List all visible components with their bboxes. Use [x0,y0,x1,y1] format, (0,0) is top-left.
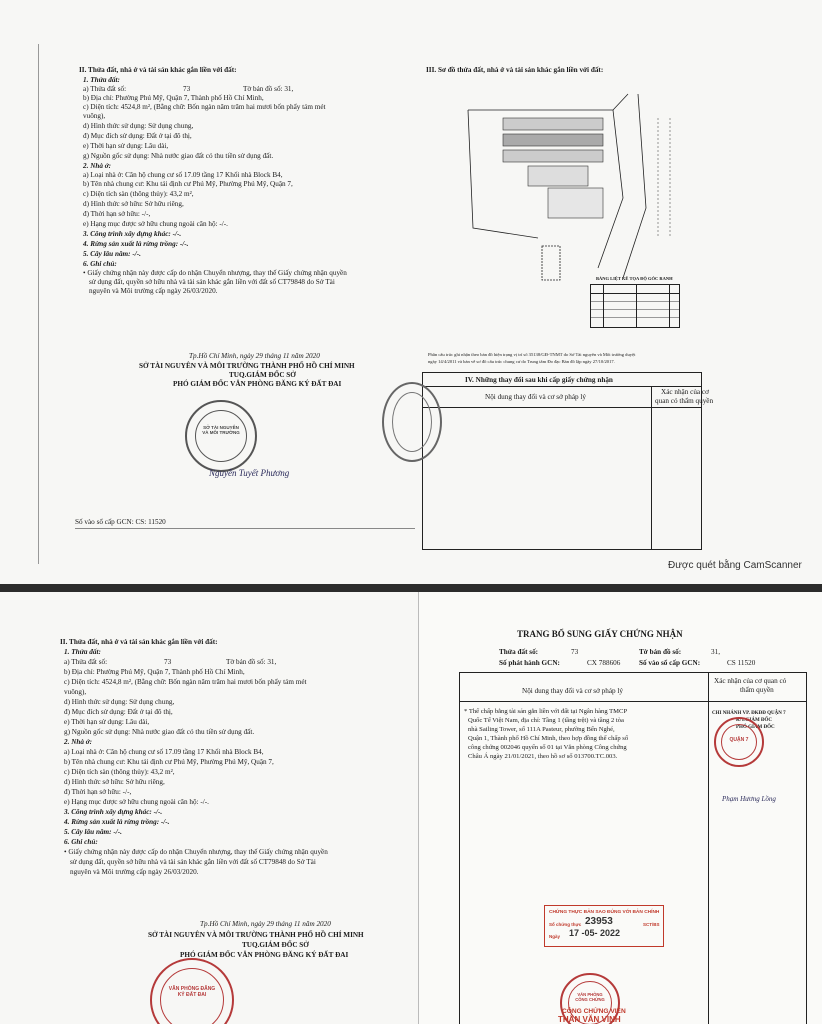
sign-date: Tp.Hồ Chí Minh, ngày 29 tháng 11 năm 2020 [200,920,331,928]
authority-line-3: PHÓ GIÁM ĐỐC VĂN PHÒNG ĐĂNG KÝ ĐẤT ĐAI [173,380,342,388]
branch-line-2: K/T.GIÁM ĐỐC [736,718,773,723]
land-line-d: d) Hình thức sử dụng: Sử dụng chung, [83,122,194,130]
house-line-e: e) Hạng mục được sở hữu chung ngoài căn hộ: -/-. [83,220,228,228]
land-line-a: a) Thửa đất số: [64,658,108,666]
perennial-trees: 5. Cây lâu năm: -/-. [83,250,141,258]
land-line-e: e) Thời hạn sử dụng: Lâu dài, [83,142,169,150]
authority-line-2: TUQ.GIÁM ĐỐC SỞ [242,941,309,949]
notes-heading: 6. Ghi chú: [83,260,117,268]
bottom-scan-page [0,592,822,1024]
cert-date-label: Ngày [549,934,561,939]
supplement-title: TRANG BỔ SUNG GIẤY CHỨNG NHẬN [517,629,683,639]
section2-title: II. Thửa đất, nhà ở và tài sản khác gắn liền với đất: [60,638,218,646]
cert-stamp-title: CHỨNG THỰC BẢN SAO ĐÚNG VỚI BẢN CHÍNH [549,910,660,915]
col-confirm-2: quan có thẩm quyền [655,397,714,405]
branch-line-3: PHÓ GIÁM ĐỐC [736,725,775,730]
official-seal [185,400,257,472]
land-line-g: g) Nguồn gốc sử dụng: Nhà nước giao đất có thu tiền sử dụng đất. [83,152,274,160]
perennial-trees: 5. Cây lâu năm: -/-. [64,828,122,836]
note-line-1: • Giấy chứng nhận này được cấp do nhận Chuyển nhượng, thay thế Giấy chứng nhận quyền [83,269,347,277]
planted-forest: 4. Rừng sản xuất là rừng trồng: -/-. [64,818,170,826]
supp-entry-no: CS 11520 [727,659,756,667]
changes-table [422,372,714,550]
mortgage-line-3: nhà Sailing Tower, số 111A Pasteur, phường Bến Nghé, [468,726,615,733]
certified-copy-stamp [544,905,664,947]
branch-seal-text: QUẬN 7 [729,737,749,744]
other-works: 3. Công trình xây dựng khác: -/-. [64,808,163,816]
branch-seal [714,717,764,767]
mortgage-line-4: Quận 1, Thành phố Hồ Chí Minh, theo hợp đồng thế chấp số [468,735,629,742]
map-note: Phần cấu trúc ghi nhận theo bản đồ hiện trạng vị trí số 35138/GĐ-TNMT do Sở Tài nguyên và Môi trường duyệt [428,352,636,357]
camscanner-caption: Được quét bằng CamScanner [668,560,802,571]
mortgage-line-6: Châu Á ngày 21/01/2021, theo hồ sơ số 013700.TC.003. [468,753,618,760]
land-line-c2: vuông), [64,688,87,696]
supp-col-change: Nội dung thay đổi và cơ sở pháp lý [522,687,624,695]
land-line-e: e) Thời hạn sử dụng: Lâu dài, [64,718,150,726]
branch-signer: Phạm Hương Lồng [722,795,776,803]
land-line-c: c) Diện tích: 4524,8 m², (Bằng chữ: Bốn ngàn năm trăm hai mươi bốn phẩy tám mét [64,678,307,686]
supp-col-confirm-2: thẩm quyền [740,686,774,694]
house-line-c: c) Diện tích sàn (thông thủy): 43,2 m², [83,190,194,198]
note-line-2: sử dụng đất, quyền sở hữu nhà và tài sản khác gắn liền với đất số CT79848 do Sở Tài [89,278,335,286]
house-heading: 2. Nhà ở: [83,162,112,170]
land-line-c: c) Diện tích: 4524,8 m², (Bằng chữ: Bốn ngàn năm trăm hai mươi bốn phẩy tám mét [83,103,326,111]
house-line-b: b) Tên nhà chung cư: Khu tái định cư Phú Mỹ, Phường Phú Mỹ, Quận 7, [83,180,293,188]
cert-no: 23953 [585,916,613,927]
gcn-underline [75,528,415,529]
land-line-a: a) Thửa đất số: [83,85,127,93]
notes-heading: 6. Ghi chú: [64,838,98,846]
land-heading: 1. Thửa đất: [64,648,101,656]
seal-text: VĂN PHÒNG ĐĂNG KÝ ĐẤT ĐAI [168,985,216,998]
house-line-c: c) Diện tích sàn (thông thủy): 43,2 m², [64,768,175,776]
col-change: Nội dung thay đổi và cơ sở pháp lý [485,393,587,401]
land-number: 73 [164,658,172,666]
supp-land-no: 73 [571,648,579,656]
land-line-c2: vuông), [83,112,106,120]
coord-table-title: BẢNG LIỆT KÊ TỌA ĐỘ GÓC RANH [596,276,673,281]
cert-no-label: Số chứng thực [549,922,582,927]
branch-line-1: CHI NHÁNH VP. ĐKĐĐ QUẬN 7 [712,711,786,716]
top-left-document [38,44,410,564]
planted-forest: 4. Rừng sản xuất là rừng trồng: -/-. [83,240,189,248]
note-line-3: nguyên và Môi trường cấp ngày 26/03/2020. [89,287,218,295]
supp-land-label: Thửa đất số: [499,648,539,656]
supplement-page [418,592,822,1024]
side-seal [382,382,442,462]
col-confirm-1: Xác nhận của cơ [661,388,709,396]
cert-book: SCT/BS [643,922,660,927]
bottom-left-document [30,620,418,1024]
authority-line-1: SỞ TÀI NGUYÊN VÀ MÔI TRƯỜNG THÀNH PHỐ HỒ CHÍ MINH [139,362,355,370]
land-map [448,88,698,288]
section2-title: II. Thửa đất, nhà ở và tài sản khác gắn liền với đất: [79,66,237,74]
section3-title: III. Sơ đồ thửa đất, nhà ở và tài sản khác gắn liền với đất: [426,66,604,74]
sign-date: Tp.Hồ Chí Minh, ngày 29 tháng 11 năm 2020 [189,352,320,360]
seal-text: SỞ TÀI NGUYÊN VÀ MÔI TRƯỜNG [202,425,240,436]
house-line-dd: đ) Thời hạn sở hữu: -/-, [83,210,151,218]
supp-table [459,672,807,1024]
official-seal [150,958,234,1024]
map-sheet: Tờ bản đồ số: 31, [226,658,277,666]
section4-title: IV. Những thay đổi sau khi cấp giấy chứng nhận [465,376,613,384]
land-line-dd: đ) Mục đích sử dụng: Đất ở tại đô thị, [83,132,192,140]
gcn-entry: Số vào sổ cấp GCN: CS: 11520 [75,518,166,526]
land-line-d: d) Hình thức sử dụng: Sử dụng chung, [64,698,175,706]
land-line-dd: đ) Mục đích sử dụng: Đất ở tại đô thị, [64,708,173,716]
house-line-dd: đ) Thời hạn sở hữu: -/-, [64,788,132,796]
mortgage-line-5: công chứng 002046 quyển số 01 tại Văn phòng Công chứng [468,744,627,751]
supp-issue-no: CX 788606 [587,659,621,667]
supp-entry-label: Số vào sổ cấp GCN: [639,659,701,667]
top-right-document [418,52,714,552]
supp-col-confirm-1: Xác nhận của cơ quan có [714,677,787,685]
supp-issue-label: Số phát hành GCN: [499,659,560,667]
house-line-a: a) Loại nhà ở: Căn hộ chung cư số 17.09 tầng 17 Khối nhà Block B4, [64,748,264,756]
coord-table [590,284,680,328]
house-line-d: d) Hình thức sở hữu: Sở hữu riêng, [64,778,165,786]
mortgage-line-1: * Thế chấp bằng tài sản gắn liền với đất tại Ngân hàng TMCP [464,708,628,715]
supp-sheet-no: 31, [711,648,720,656]
supp-sheet-label: Tờ bản đồ số: [639,648,682,656]
other-works: 3. Công trình xây dựng khác: -/-. [83,230,182,238]
house-heading: 2. Nhà ở: [64,738,93,746]
note-line-2: sử dụng đất, quyền sở hữu nhà và tài sản khác gắn liền với đất số CT79848 do Sở Tài [70,858,316,866]
land-number: 73 [183,85,191,93]
house-line-b: b) Tên nhà chung cư: Khu tái định cư Phú Mỹ, Phường Phú Mỹ, Quận 7, [64,758,274,766]
cert-date: 17 -05- 2022 [569,928,621,938]
signer-signature: Nguyễn Tuyết Phương [209,468,290,478]
note-line-1: • Giấy chứng nhận này được cấp do nhận Chuyển nhượng, thay thế Giấy chứng nhận quyền [64,848,328,856]
land-line-b: b) Địa chỉ: Phường Phú Mỹ, Quận 7, Thành phố Hồ Chí Minh, [83,94,264,102]
land-line-g: g) Nguồn gốc sử dụng: Nhà nước giao đất có thu tiền sử dụng đất. [64,728,255,736]
map-note-2: ngày 14/4/2011 và bản vẽ sơ đồ cấu trúc chung cư do Trung tâm Đo đạc Bản đồ lập ngày 27/10/2017. [428,359,615,364]
land-heading: 1. Thửa đất: [83,76,120,84]
house-line-a: a) Loại nhà ở: Căn hộ chung cư số 17.09 tầng 17 Khối nhà Block B4, [83,171,283,179]
scan-divider [0,584,822,592]
notary-seal-text: VĂN PHÒNG CÔNG CHỨNG [575,991,605,1002]
authority-line-1: SỞ TÀI NGUYÊN VÀ MÔI TRƯỜNG THÀNH PHỐ HỒ CHÍ MINH [148,931,364,939]
authority-line-3: PHÓ GIÁM ĐỐC VĂN PHÒNG ĐĂNG KÝ ĐẤT ĐAI [180,951,349,959]
mortgage-line-2: Quốc Tế Việt Nam, địa chỉ: Tầng 1 (tầng trệt) và tầng 2 tòa [468,717,624,724]
note-line-3: nguyên và Môi trường cấp ngày 26/03/2020. [70,868,199,876]
house-line-e: e) Hạng mục được sở hữu chung ngoài căn hộ: -/-. [64,798,209,806]
notary-title: CÔNG CHỨNG VIÊN [562,1008,626,1015]
land-line-b: b) Địa chỉ: Phường Phú Mỹ, Quận 7, Thành phố Hồ Chí Minh, [64,668,245,676]
authority-line-2: TUQ.GIÁM ĐỐC SỞ [229,371,296,379]
notary-name: THÂN VĂN VINH [558,1015,621,1024]
house-line-d: d) Hình thức sở hữu: Sở hữu riêng, [83,200,184,208]
map-drawing [448,88,698,288]
map-sheet: Tờ bản đồ số: 31, [243,85,294,93]
